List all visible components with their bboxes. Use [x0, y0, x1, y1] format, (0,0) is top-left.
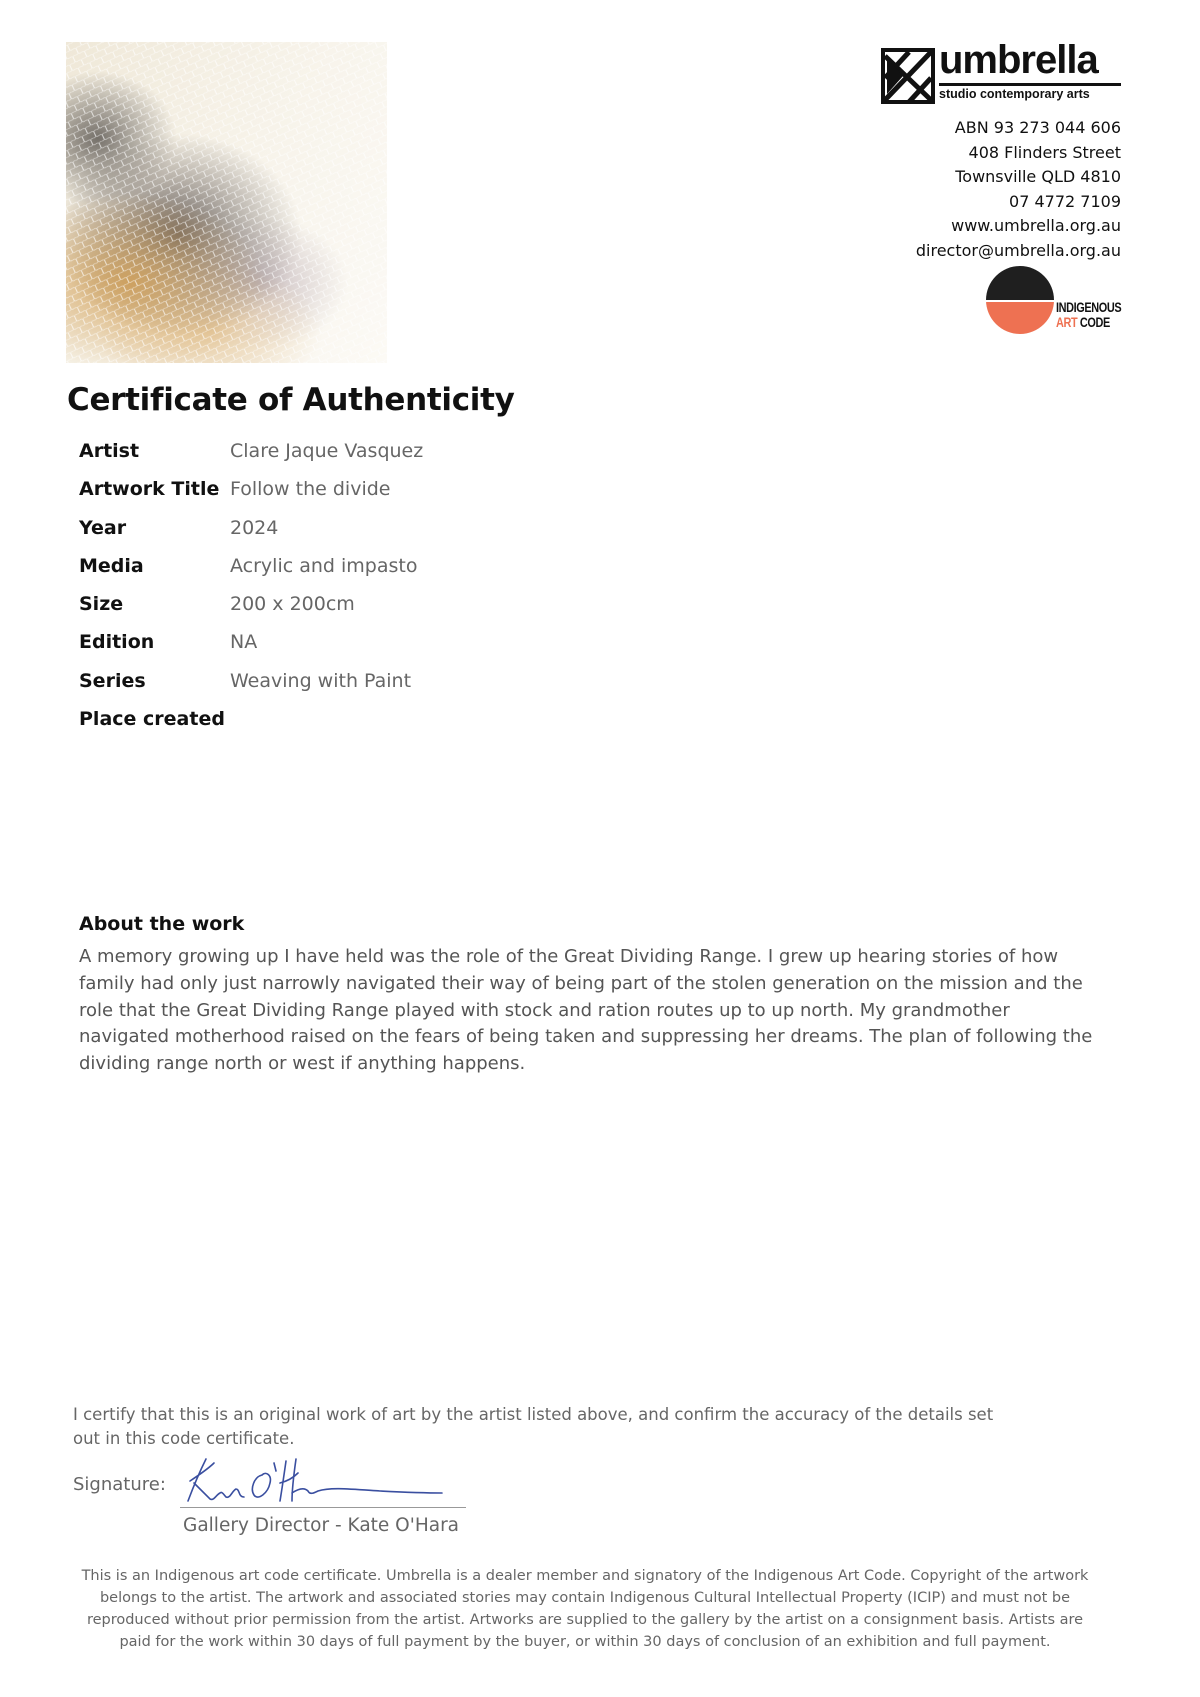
detail-value: NA — [230, 631, 258, 654]
logo-wordmark: umbrella — [939, 38, 1098, 82]
badge-word-indigenous: INDIGENOUS — [1056, 299, 1122, 315]
certificate-title: Certificate of Authenticity — [67, 382, 515, 418]
address-line-2: Townsville QLD 4810 — [955, 167, 1121, 186]
logo-rule — [939, 83, 1121, 86]
phone-number: 07 4772 7109 — [1009, 191, 1121, 211]
detail-value: Follow the divide — [230, 478, 391, 501]
signature-image — [180, 1455, 465, 1507]
certification-statement: I certify that this is an original work of art by the artist listed above, and confirm the accuracy of the details set out in this code certificate. — [73, 1405, 994, 1448]
signature-label: Signature: — [73, 1474, 166, 1495]
indigenous-art-code-text — [1056, 300, 1121, 330]
detail-value: Clare Jaque Vasquez — [230, 440, 424, 462]
detail-value: 200 x 200cm — [230, 593, 355, 616]
logo-subtitle: studio contemporary arts — [939, 87, 1090, 101]
email-address: director@umbrella.org.au — [915, 240, 1121, 260]
contact-details — [721, 116, 1121, 263]
detail-value: Acrylic and impasto — [230, 554, 418, 577]
detail-label: Place created — [79, 708, 225, 731]
abn: ABN 93 273 044 606 — [954, 118, 1121, 137]
signatory-name: Gallery Director - Kate O'Hara — [183, 1515, 460, 1536]
indigenous-art-code-circle-icon — [986, 266, 1054, 334]
footer-disclaimer: This is an Indigenous art code certificate. Umbrella is a dealer member and signatory of the Indigenous Art Code. Copyright of the artwork belongs to the artist. The artwork and associated stories may contain Indigenous Cultural Intellectual Property (ICIP) and must not be reproduced without prior permission from the artist. Artworks are supplied to the gallery by the artist on a consignment basis. Artists are paid for the work within 30 days of full payment by the buyer, or within 30 days of conclusion of an exhibition and full payment. — [81, 1568, 1089, 1650]
detail-value: Weaving with Paint — [230, 669, 412, 692]
detail-label: Edition — [79, 631, 155, 654]
detail-label: Artwork Title — [79, 478, 220, 501]
about-heading: About the work — [79, 913, 245, 935]
about-text: A memory growing up I have held was the role of the Great Dividing Range. I grew up hearing stories of how family had only just narrowly navigated their way of being part of the stolen generation on the mission and the role that the Great Dividing Range played with stock and ration routes up to up north. My grandmother navigated motherhood raised on the fears of being taken and suppressing her dreams. The plan of following the dividing range north or west if anything happens. — [79, 946, 1093, 1075]
umbrella-logo — [881, 38, 1121, 106]
detail-label: Size — [79, 593, 124, 616]
signature-line — [180, 1507, 466, 1508]
detail-label: Media — [79, 554, 144, 577]
detail-label: Artist — [79, 440, 140, 462]
website: www.umbrella.org.au — [951, 216, 1121, 235]
indigenous-art-code-badge — [986, 266, 1121, 336]
detail-label: Year — [79, 516, 127, 539]
detail-label: Series — [79, 669, 146, 692]
address-line-1: 408 Flinders Street — [968, 142, 1121, 162]
badge-word-code: CODE — [1079, 314, 1110, 330]
detail-value: 2024 — [230, 516, 279, 539]
badge-word-art: ART — [1056, 314, 1078, 330]
artwork-image — [66, 42, 387, 363]
umbrella-logo-mark-icon — [881, 48, 935, 104]
